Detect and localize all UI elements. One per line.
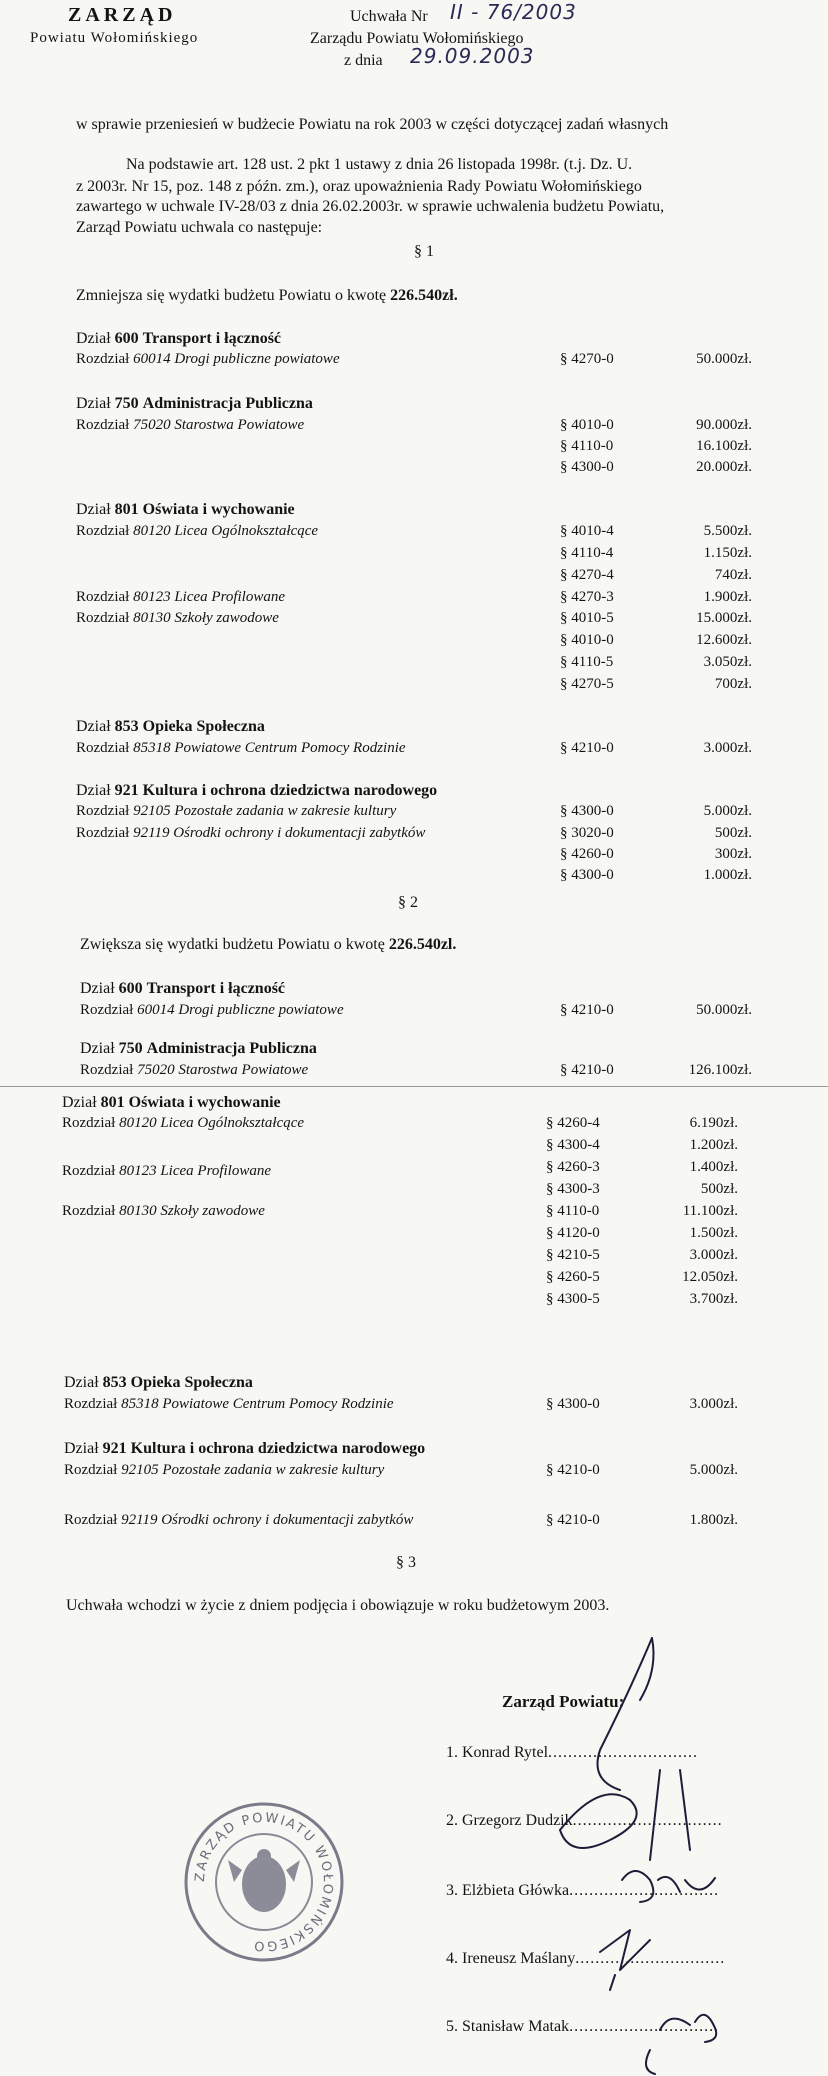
s1-amount: 500zł. — [714, 825, 752, 841]
section-2-intro-text: Zwiększa się wydatki budżetu Powiatu o kwotę — [80, 936, 385, 953]
stamp-text: ZARZĄD POWIATU WOŁOMIŃSKIEGO — [192, 1810, 336, 1954]
s1-code: § 4010-0 — [560, 417, 614, 433]
s2-code: § 4120-0 — [546, 1225, 600, 1241]
signature-line: 3. Elżbieta Główka.............................. — [446, 1882, 720, 1899]
s2-rozdzial-92119: Rozdział 92119 Ośrodki ochrony i dokumentacji zabytków — [64, 1512, 414, 1528]
s1-amount: 1.000zł. — [703, 867, 752, 883]
section-2-intro-amount: 226.540zl. — [388, 936, 457, 953]
preamble-line-4: Zarząd Powiatu uchwala co następuje: — [76, 219, 323, 236]
resolution-label: Uchwała Nr — [350, 8, 428, 25]
s1-amount: 700zł. — [714, 676, 752, 692]
s1-code: § 4110-0 — [560, 438, 614, 454]
s2-amount: 126.100zł. — [688, 1062, 752, 1078]
s1-rozdzial-92119: Rozdział 92119 Ośrodki ochrony i dokumentacji zabytków — [76, 825, 426, 841]
s2-code: § 4210-0 — [546, 1462, 600, 1478]
s1-code: § 4270-0 — [560, 351, 614, 367]
s2-code: § 4210-0 — [560, 1062, 614, 1078]
s1-rozdzial-75020: Rozdział 75020 Starostwa Powiatowe — [76, 417, 305, 433]
s2-code: § 4260-5 — [546, 1269, 600, 1285]
s2-amount: 3.700zł. — [689, 1291, 738, 1307]
section-3-mark: § 3 — [396, 1554, 416, 1571]
s1-rozdzial-80123: Rozdział 80123 Licea Profilowane — [76, 589, 286, 605]
section-2-mark: § 2 — [398, 894, 418, 911]
section-1-intro-text: Zmniejsza się wydatki budżetu Powiatu o kwotę — [76, 287, 387, 304]
s2-code: § 4260-4 — [546, 1115, 600, 1131]
section-2-intro — [80, 936, 456, 954]
s2-code: § 4210-0 — [560, 1002, 614, 1018]
s2-amount: 50.000zł. — [696, 1002, 752, 1018]
signature-line: 1. Konrad Rytel.............................. — [446, 1744, 699, 1761]
s1-code: § 4300-0 — [560, 459, 614, 475]
s2-dzial-921: Dział 921 Kultura i ochrona dziedzictwa narodowego — [64, 1440, 426, 1457]
s1-rozdzial-92105: Rozdział 92105 Pozostałe zadania w zakresie kultury — [76, 803, 397, 819]
s2-code: § 4300-5 — [546, 1291, 600, 1307]
s2-code: § 4300-4 — [546, 1137, 600, 1153]
s1-amount: 16.100zł. — [696, 438, 752, 454]
s2-amount: 3.000zł. — [689, 1247, 738, 1263]
s1-code: § 3020-0 — [560, 825, 614, 841]
s1-amount: 50.000zł. — [696, 351, 752, 367]
preamble-line-2: z 2003r. Nr 15, poz. 148 z późn. zm.), oraz upoważnienia Rady Powiatu Wołomińskiego — [76, 178, 642, 195]
s1-amount: 90.000zł. — [696, 417, 752, 433]
s1-dzial-801: Dział 801 Oświata i wychowanie — [76, 501, 295, 518]
s1-amount: 300zł. — [714, 846, 752, 862]
s2-amount: 6.190zł. — [689, 1115, 738, 1131]
s2-code: § 4210-5 — [546, 1247, 600, 1263]
s1-code: § 4010-0 — [560, 632, 614, 648]
s1-code: § 4260-0 — [560, 846, 614, 862]
s2-amount: 1.400zł. — [689, 1159, 738, 1175]
s2-code: § 4210-0 — [546, 1512, 600, 1528]
s1-code: § 4270-5 — [560, 676, 614, 692]
org-name: ZARZĄD — [68, 4, 177, 26]
s1-rozdzial-80130: Rozdział 80130 Szkoły zawodowe — [76, 610, 279, 626]
date-label: z dnia — [344, 52, 383, 69]
s2-rozdzial-80130: Rozdział 80130 Szkoły zawodowe — [62, 1203, 265, 1219]
s2-amount: 1.500zł. — [689, 1225, 738, 1241]
s2-rozdzial-80120: Rozdział 80120 Licea Ogólnokształcące — [62, 1115, 305, 1131]
s1-dzial-750: Dział 750 Administracja Publiczna — [76, 395, 313, 412]
section-1-mark: § 1 — [414, 243, 434, 260]
s2-rozdzial-80123: Rozdział 80123 Licea Profilowane — [62, 1163, 272, 1179]
s1-code: § 4110-4 — [560, 545, 614, 561]
signature-line: 2. Grzegorz Dudzik.............................. — [446, 1812, 723, 1829]
s2-amount: 12.050zł. — [682, 1269, 738, 1285]
s2-rozdzial-92105: Rozdział 92105 Pozostałe zadania w zakresie kultury — [64, 1462, 385, 1478]
s1-amount: 3.050zł. — [703, 654, 752, 670]
s2-dzial-801: Dział 801 Oświata i wychowanie — [62, 1094, 281, 1111]
resolution-number: II - 76/2003 — [450, 0, 577, 24]
official-stamp — [182, 1800, 346, 1964]
s2-code: § 4300-0 — [546, 1396, 600, 1412]
subject-line: w sprawie przeniesień w budżecie Powiatu na rok 2003 w części dotyczącej zadań własnych — [76, 116, 669, 133]
s1-code: § 4300-0 — [560, 803, 614, 819]
s2-rozdzial-60014: Rozdział 60014 Drogi publiczne powiatowe — [80, 1002, 344, 1018]
s1-code: § 4110-5 — [560, 654, 614, 670]
s1-amount: 3.000zł. — [703, 740, 752, 756]
signature-line: 5. Stanisław Matak.............................. — [446, 2018, 720, 2035]
s2-dzial-853: Dział 853 Opieka Społeczna — [64, 1374, 253, 1391]
section-3-text: Uchwała wchodzi w życie z dniem podjęcia i obowiązuje w roku budżetowym 2003. — [66, 1597, 610, 1614]
s1-code: § 4270-3 — [560, 589, 614, 605]
org-county: Powiatu Wołomińskiego — [30, 30, 199, 46]
s1-amount: 12.600zł. — [696, 632, 752, 648]
s1-amount: 5.500zł. — [703, 523, 752, 539]
signature-line: 4. Ireneusz Maślany.............................. — [446, 1950, 726, 1967]
s1-amount: 1.900zł. — [703, 589, 752, 605]
s2-amount: 1.200zł. — [689, 1137, 738, 1153]
preamble-line-1: Na podstawie art. 128 ust. 2 pkt 1 ustawy z dnia 26 listopada 1998r. (t.j. Dz. U. — [126, 156, 633, 173]
preamble-line-3: zawartego w uchwale IV-28/03 z dnia 26.02.2003r. w sprawie uchwalenia budżetu Powiatu, — [76, 198, 665, 215]
s2-code: § 4260-3 — [546, 1159, 600, 1175]
s1-dzial-921: Dział 921 Kultura i ochrona dziedzictwa narodowego — [76, 782, 438, 799]
scan-join-line — [0, 1086, 828, 1087]
s1-amount: 20.000zł. — [696, 459, 752, 475]
s1-rozdzial-80120: Rozdział 80120 Licea Ogólnokształcące — [76, 523, 319, 539]
section-1-intro-amount: 226.540zł. — [390, 287, 458, 304]
signatures-heading: Zarząd Powiatu: — [502, 1692, 625, 1711]
s1-amount: 15.000zł. — [696, 610, 752, 626]
s2-dzial-600: Dział 600 Transport i łączność — [80, 980, 286, 997]
s1-code: § 4270-4 — [560, 567, 614, 583]
s2-dzial-750: Dział 750 Administracja Publiczna — [80, 1040, 317, 1057]
s2-rozdzial-85318: Rozdział 85318 Powiatowe Centrum Pomocy Rodzinie — [64, 1396, 394, 1412]
s1-code: § 4300-0 — [560, 867, 614, 883]
s1-code: § 4010-4 — [560, 523, 614, 539]
s1-rozdzial-60014: Rozdział 60014 Drogi publiczne powiatowe — [76, 351, 340, 367]
s1-amount: 5.000zł. — [703, 803, 752, 819]
s1-dzial-853: Dział 853 Opieka Społeczna — [76, 718, 265, 735]
s1-dzial-600: Dział 600 Transport i łączność — [76, 330, 282, 347]
resolution-issuer: Zarządu Powiatu Wołomińskiego — [310, 30, 524, 47]
s2-amount: 1.800zł. — [689, 1512, 738, 1528]
s2-rozdzial-75020: Rozdział 75020 Starostwa Powiatowe — [80, 1062, 309, 1078]
s2-amount: 500zł. — [700, 1181, 738, 1197]
section-1-intro — [76, 287, 458, 305]
s2-code: § 4110-0 — [546, 1203, 600, 1219]
s1-rozdzial-85318: Rozdział 85318 Powiatowe Centrum Pomocy Rodzinie — [76, 740, 406, 756]
s1-code: § 4010-5 — [560, 610, 614, 626]
s2-amount: 11.100zł. — [682, 1203, 738, 1219]
s1-amount: 1.150zł. — [703, 545, 752, 561]
handwritten-signatures — [540, 1630, 820, 2076]
s2-amount: 5.000zł. — [689, 1462, 738, 1478]
s2-code: § 4300-3 — [546, 1181, 600, 1197]
resolution-date: 29.09.2003 — [410, 44, 535, 68]
s1-code: § 4210-0 — [560, 740, 614, 756]
s2-amount: 3.000zł. — [689, 1396, 738, 1412]
s1-amount: 740zł. — [714, 567, 752, 583]
